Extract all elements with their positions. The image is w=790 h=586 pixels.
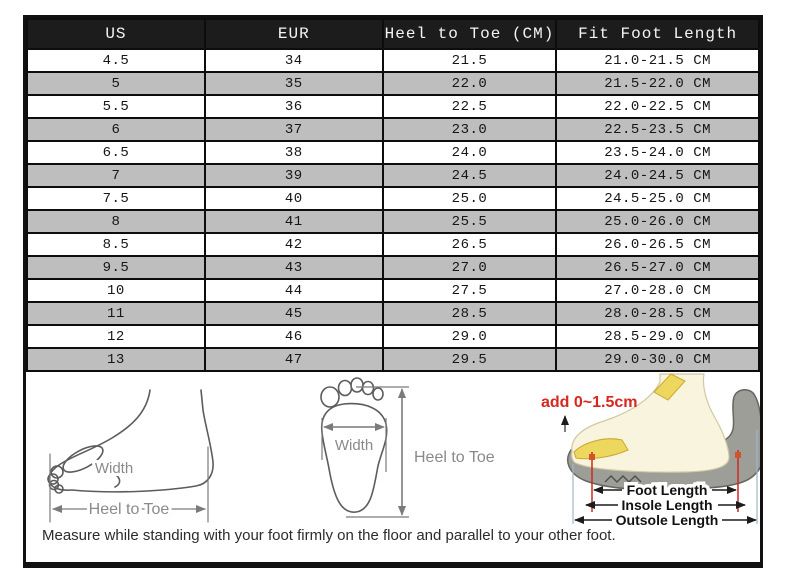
measurement-note: Measure while standing with your foot firmly on the floor and parallel to your other foot. — [42, 527, 616, 544]
table-cell: 5.5 — [27, 95, 205, 118]
side-foot-width-label: Width — [94, 460, 134, 477]
table-cell: 27.0 — [383, 256, 556, 279]
table-cell: 26.5-27.0 CM — [556, 256, 759, 279]
table-cell: 36 — [205, 95, 383, 118]
table-cell: 38 — [205, 141, 383, 164]
footprint-length-label: Heel to Toe — [414, 449, 495, 466]
toe — [339, 381, 352, 396]
table-cell: 21.5 — [383, 49, 556, 72]
table-cell: 22.0 — [383, 72, 556, 95]
table-cell: 22.5-23.5 CM — [556, 118, 759, 141]
size-table — [26, 18, 760, 372]
table-row — [27, 256, 759, 279]
table-cell: 40 — [205, 187, 383, 210]
table-cell: 12 — [27, 325, 205, 348]
side-foot-length-label: Heel to Toe — [88, 501, 170, 518]
table-cell: 45 — [205, 302, 383, 325]
table-cell: 25.0-26.0 CM — [556, 210, 759, 233]
footprint-width-label: Width — [334, 437, 374, 454]
heel-marker — [735, 452, 741, 458]
table-cell: 4.5 — [27, 49, 205, 72]
table-cell: 28.0-28.5 CM — [556, 302, 759, 325]
table-cell: 27.5 — [383, 279, 556, 302]
table-cell: 21.5-22.0 CM — [556, 72, 759, 95]
column-header: Fit Foot Length — [556, 19, 759, 49]
toe — [373, 388, 383, 400]
table-cell: 29.5 — [383, 348, 556, 371]
table-cell: 24.0 — [383, 141, 556, 164]
table-cell: 26.5 — [383, 233, 556, 256]
table-cell: 8.5 — [27, 233, 205, 256]
size-chart-panel — [23, 15, 763, 568]
table-cell: 46 — [205, 325, 383, 348]
table-cell: 39 — [205, 164, 383, 187]
column-header: US — [27, 19, 205, 49]
table-cell: 24.5-25.0 CM — [556, 187, 759, 210]
table-cell: 26.0-26.5 CM — [556, 233, 759, 256]
table-cell: 42 — [205, 233, 383, 256]
outsole-length-label: Outsole Length — [615, 512, 719, 528]
table-cell: 47 — [205, 348, 383, 371]
table-row — [27, 279, 759, 302]
table-cell: 21.0-21.5 CM — [556, 49, 759, 72]
table-cell: 25.0 — [383, 187, 556, 210]
table-row — [27, 325, 759, 348]
table-cell: 6.5 — [27, 141, 205, 164]
table-cell: 28.5 — [383, 302, 556, 325]
table-cell: 5 — [27, 72, 205, 95]
table-cell: 29.0-30.0 CM — [556, 348, 759, 371]
toe-marker — [589, 454, 595, 460]
table-row — [27, 210, 759, 233]
table-cell: 10 — [27, 279, 205, 302]
table-row — [27, 72, 759, 95]
table-cell: 9.5 — [27, 256, 205, 279]
table-cell: 7 — [27, 164, 205, 187]
allowance-label: add 0~1.5cm — [541, 394, 638, 411]
toe — [351, 378, 363, 392]
table-body — [27, 49, 759, 371]
table-cell: 22.5 — [383, 95, 556, 118]
table-cell: 27.0-28.0 CM — [556, 279, 759, 302]
table-cell: 22.0-22.5 CM — [556, 95, 759, 118]
table-cell: 25.5 — [383, 210, 556, 233]
table-cell: 7.5 — [27, 187, 205, 210]
table-cell: 44 — [205, 279, 383, 302]
table-row — [27, 164, 759, 187]
foot-length-label: Foot Length — [626, 482, 708, 498]
column-header: EUR — [205, 19, 383, 49]
table-row — [27, 348, 759, 371]
table-row — [27, 302, 759, 325]
table-cell: 35 — [205, 72, 383, 95]
table-cell: 23.0 — [383, 118, 556, 141]
table-cell: 24.5 — [383, 164, 556, 187]
table-cell: 37 — [205, 118, 383, 141]
table-row — [27, 49, 759, 72]
insole-length-label: Insole Length — [621, 497, 713, 513]
table-row — [27, 233, 759, 256]
table-cell: 24.0-24.5 CM — [556, 164, 759, 187]
table-cell: 11 — [27, 302, 205, 325]
toe — [363, 382, 374, 395]
footprint-outline — [322, 404, 387, 513]
table-cell: 34 — [205, 49, 383, 72]
column-header: Heel to Toe (CM) — [383, 19, 556, 49]
big-toe — [321, 387, 339, 407]
table-cell: 41 — [205, 210, 383, 233]
table-header-row — [27, 19, 759, 49]
table-row — [27, 95, 759, 118]
table-row — [27, 118, 759, 141]
measurement-diagrams — [26, 372, 760, 564]
table-cell: 29.0 — [383, 325, 556, 348]
table-cell: 8 — [27, 210, 205, 233]
table-row — [27, 141, 759, 164]
table-cell: 28.5-29.0 CM — [556, 325, 759, 348]
table-cell: 13 — [27, 348, 205, 371]
table-row — [27, 187, 759, 210]
table-cell: 43 — [205, 256, 383, 279]
table-cell: 6 — [27, 118, 205, 141]
table-cell: 23.5-24.0 CM — [556, 141, 759, 164]
